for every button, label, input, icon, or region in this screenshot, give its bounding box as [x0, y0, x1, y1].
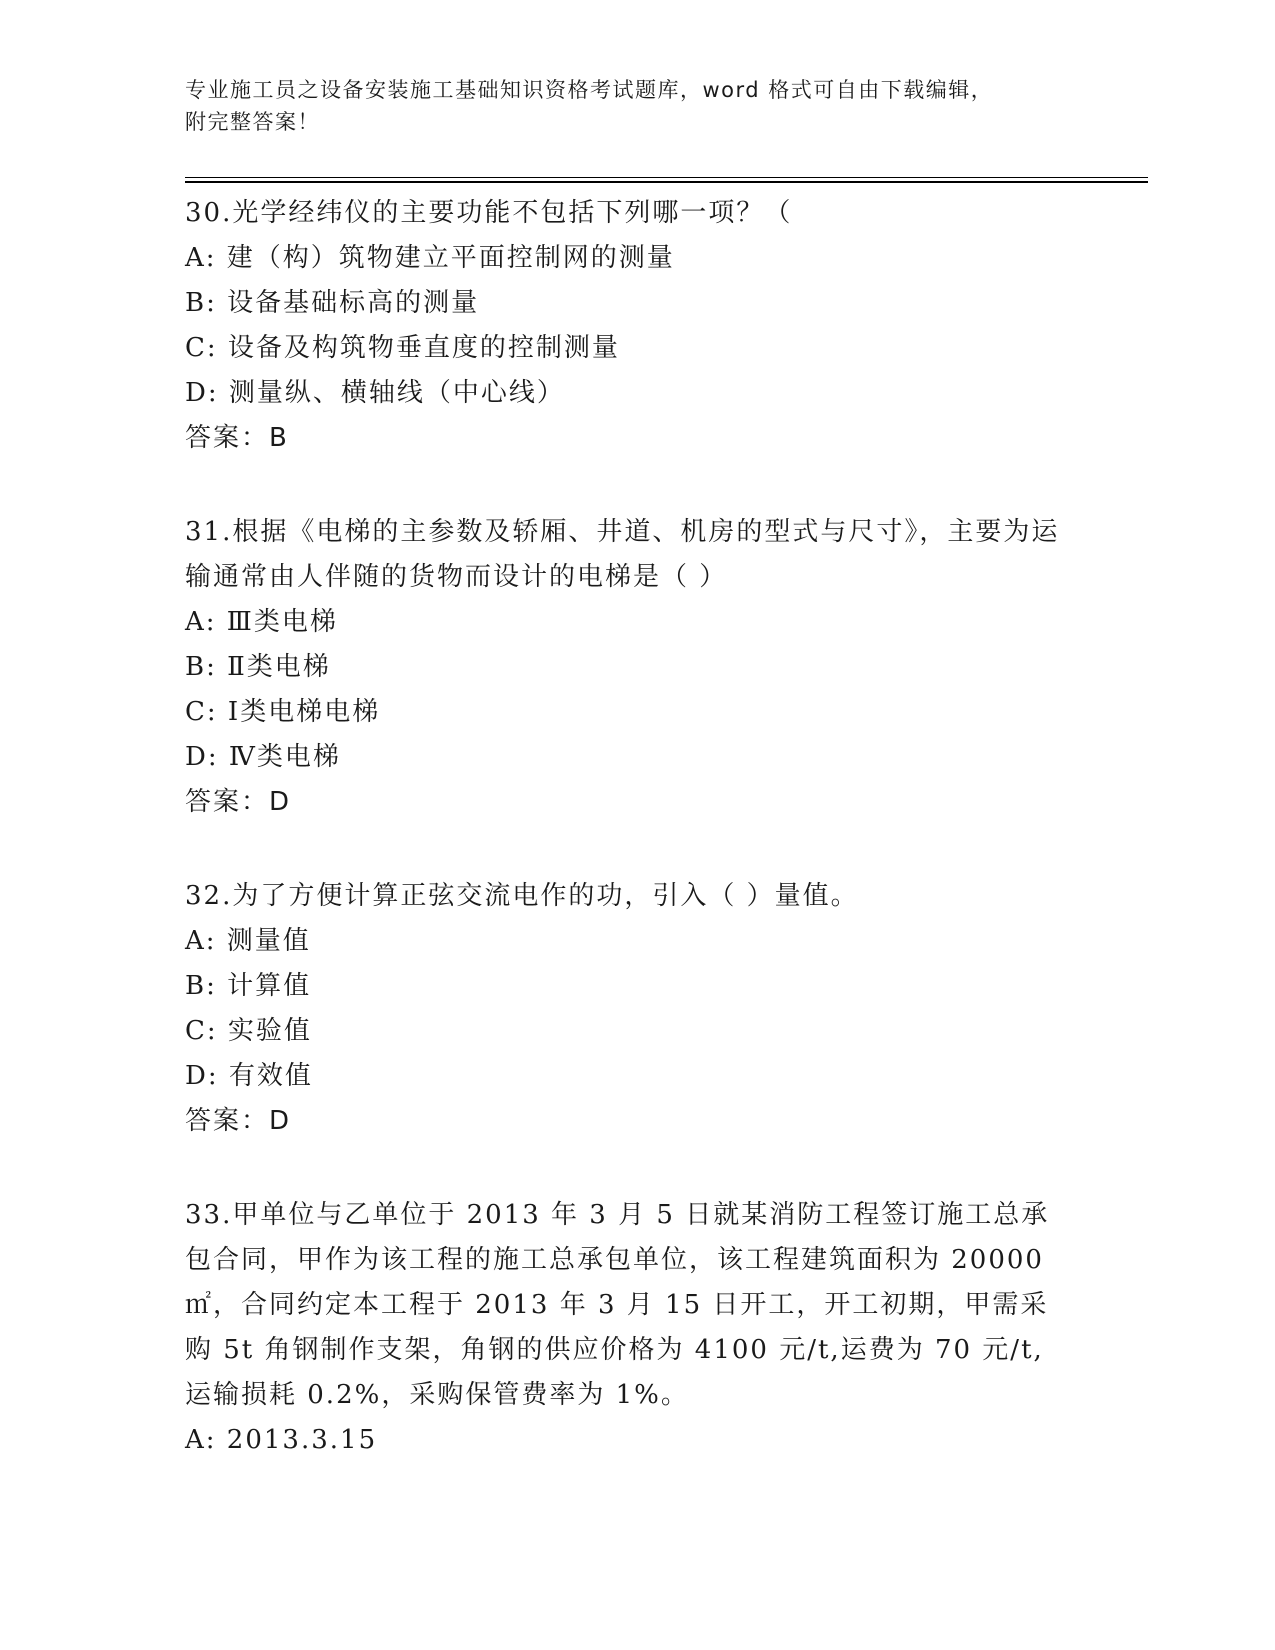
option-d: D: 测量纵、横轴线（中心线） — [185, 378, 565, 408]
option-b: B: 计算值 — [185, 971, 312, 1001]
option-c: C: 实验值 — [185, 1016, 312, 1046]
question-list — [185, 187, 1065, 1463]
question-stem: 32.为了方便计算正弦交流电作的功，引入（ ）量值。 — [185, 881, 859, 911]
question-spacer — [185, 825, 1065, 870]
option-c: C: 设备及构筑物垂直度的控制测量 — [185, 333, 620, 363]
question-stem: 31.根据《电梯的主参数及轿厢、井道、机房的型式与尺寸》，主要为运输通常由人伴随的货物而设计的电梯是（ ） — [185, 517, 1060, 592]
header-divider-thin — [185, 177, 1148, 178]
option-a: A: Ⅲ类电梯 — [185, 607, 338, 637]
header-divider-thick — [185, 181, 1148, 183]
option-b: B: 设备基础标高的测量 — [185, 288, 480, 318]
header-line-1: 专业施工员之设备安装施工基础知识资格考试题库，word 格式可自由下载编辑， — [185, 78, 994, 102]
answer-line: 答案：D — [185, 1106, 292, 1136]
question-stem: 33.甲单位与乙单位于 2013 年 3 月 5 日就某消防工程签订施工总承包合同，甲作为该工程的施工总承包单位，该工程建筑面积为 20000㎡，合同约定本工程于 2013 年 3 月 15 日开工，开工初期，甲需采购 5t 角钢制作支架，角钢的供应价格为 4100 元/t,运费为 70 元/t,运输损耗 0.2%，采购保管费率为 1%。 — [185, 1200, 1050, 1410]
option-b: B: Ⅱ类电梯 — [185, 652, 331, 682]
document-header — [185, 74, 1065, 138]
option-a: A: 2013.3.15 — [185, 1425, 378, 1455]
question-spacer — [185, 1144, 1065, 1189]
question-spacer — [185, 461, 1065, 506]
question-30 — [185, 187, 1065, 461]
option-d: D: 有效值 — [185, 1061, 313, 1091]
question-33 — [185, 1189, 1065, 1463]
option-c: C: Ⅰ类电梯电梯 — [185, 697, 381, 727]
option-a: A: 建（构）筑物建立平面控制网的测量 — [185, 243, 675, 273]
answer-line: 答案：D — [185, 787, 292, 817]
question-32 — [185, 870, 1065, 1144]
question-31 — [185, 506, 1065, 825]
question-stem: 30.光学经纬仪的主要功能不包括下列哪一项？（ — [185, 198, 793, 228]
option-d: D: Ⅳ类电梯 — [185, 742, 341, 772]
option-a: A: 测量值 — [185, 926, 311, 956]
answer-line: 答案：B — [185, 423, 289, 453]
header-line-2: 附完整答案！ — [185, 110, 320, 134]
